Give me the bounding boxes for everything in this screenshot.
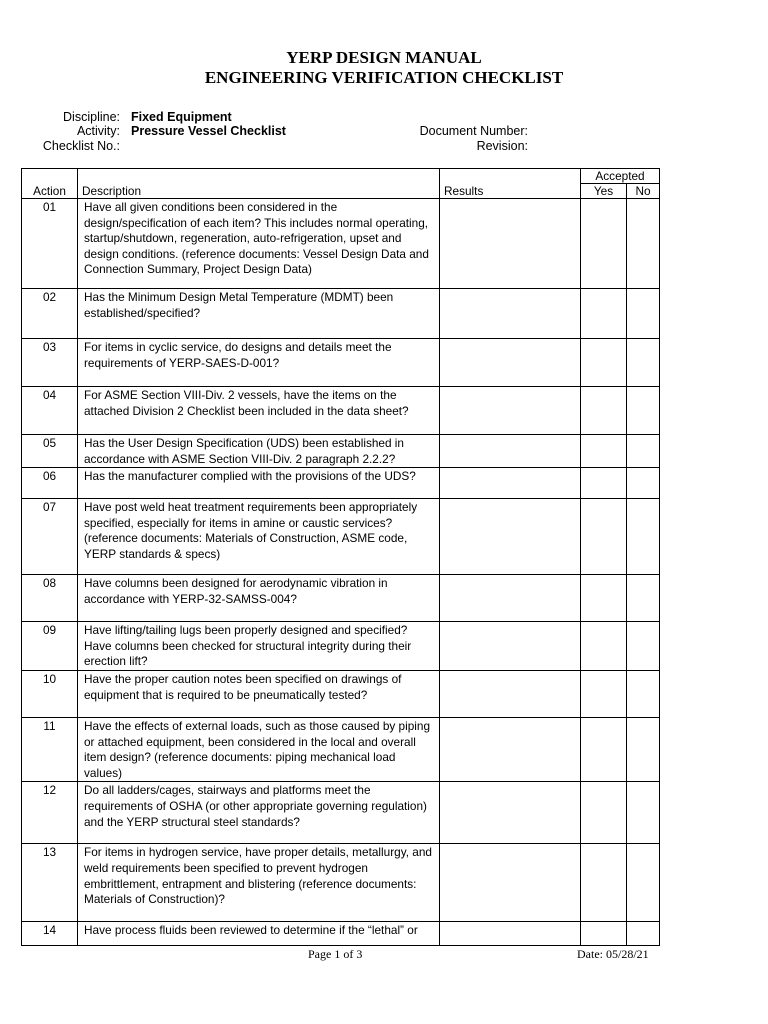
action-number: 01: [22, 199, 78, 289]
action-number: 08: [22, 575, 78, 622]
accepted-yes-cell[interactable]: [581, 499, 627, 575]
results-cell[interactable]: [440, 199, 581, 289]
item-description: Have process fluids been reviewed to determine if the “lethal” or: [78, 922, 440, 946]
header-blank-results: [440, 169, 581, 184]
item-description: Have the effects of external loads, such as those caused by piping or attached equipment, been considered in the local and overall item design? (reference documents: piping mechanical load values): [78, 717, 440, 781]
document-subtitle: ENGINEERING VERIFICATION CHECKLIST: [204, 68, 564, 87]
activity-label: Activity:: [76, 124, 120, 138]
results-cell[interactable]: [440, 782, 581, 844]
accepted-header: Accepted: [581, 169, 660, 184]
results-column-header: Results: [440, 184, 581, 199]
checklist-row: [22, 468, 660, 499]
accepted-no-cell[interactable]: [627, 622, 660, 671]
action-number: 11: [22, 717, 78, 781]
action-number: 03: [22, 339, 78, 387]
checklist-row: [22, 435, 660, 468]
item-description: Has the User Design Specification (UDS) been established in accordance with ASME Section VIII-Div. 2 paragraph 2.2.2?: [78, 435, 440, 468]
item-description: Have lifting/tailing lugs been properly designed and specified? Have columns been checked for structural integrity during their erection lift?: [78, 622, 440, 671]
results-cell[interactable]: [440, 844, 581, 922]
results-cell[interactable]: [440, 717, 581, 781]
accepted-no-cell[interactable]: [627, 289, 660, 339]
accepted-no-cell[interactable]: [627, 499, 660, 575]
checklist-row: [22, 289, 660, 339]
accepted-no-cell[interactable]: [627, 387, 660, 435]
action-column-header: Action: [22, 184, 78, 199]
results-cell[interactable]: [440, 289, 581, 339]
no-column-header: No: [627, 184, 660, 199]
accepted-yes-cell[interactable]: [581, 717, 627, 781]
activity-value: Pressure Vessel Checklist: [131, 124, 286, 138]
item-description: For items in cyclic service, do designs and details meet the requirements of YERP-SAES-D-001?: [78, 339, 440, 387]
accepted-yes-cell[interactable]: [581, 782, 627, 844]
checklist-row: [22, 782, 660, 844]
accepted-yes-cell[interactable]: [581, 387, 627, 435]
action-number: 13: [22, 844, 78, 922]
accepted-no-cell[interactable]: [627, 435, 660, 468]
checklist-row: [22, 499, 660, 575]
accepted-yes-cell[interactable]: [581, 435, 627, 468]
action-number: 12: [22, 782, 78, 844]
accepted-yes-cell[interactable]: [581, 339, 627, 387]
action-number: 06: [22, 468, 78, 499]
item-description: Have columns been designed for aerodynamic vibration in accordance with YERP-32-SAMSS-004?: [78, 575, 440, 622]
checklist-table: [21, 168, 660, 946]
action-number: 05: [22, 435, 78, 468]
results-cell[interactable]: [440, 339, 581, 387]
accepted-no-cell[interactable]: [627, 717, 660, 781]
results-cell[interactable]: [440, 622, 581, 671]
revision-label: Revision:: [476, 139, 528, 153]
accepted-yes-cell[interactable]: [581, 289, 627, 339]
checklist-row: [22, 575, 660, 622]
checklist-row: [22, 339, 660, 387]
accepted-no-cell[interactable]: [627, 844, 660, 922]
item-description: For ASME Section VIII-Div. 2 vessels, have the items on the attached Division 2 Checklist been included in the data sheet?: [78, 387, 440, 435]
action-number: 04: [22, 387, 78, 435]
results-cell[interactable]: [440, 387, 581, 435]
accepted-yes-cell[interactable]: [581, 670, 627, 717]
checklist-row: [22, 717, 660, 781]
accepted-no-cell[interactable]: [627, 670, 660, 717]
accepted-no-cell[interactable]: [627, 575, 660, 622]
results-cell[interactable]: [440, 670, 581, 717]
header-blank-action: [22, 169, 78, 184]
action-number: 02: [22, 289, 78, 339]
discipline-value: Fixed Equipment: [131, 110, 232, 124]
accepted-yes-cell[interactable]: [581, 199, 627, 289]
accepted-yes-cell[interactable]: [581, 922, 627, 946]
item-description: For items in hydrogen service, have proper details, metallurgy, and weld requirements been specified to prevent hydrogen embrittlement, entrapment and blistering (reference documents: Materials of Construction)?: [78, 844, 440, 922]
document-title: YERP DESIGN MANUAL: [286, 48, 482, 67]
accepted-yes-cell[interactable]: [581, 622, 627, 671]
accepted-no-cell[interactable]: [627, 468, 660, 499]
results-cell[interactable]: [440, 435, 581, 468]
yes-column-header: Yes: [581, 184, 627, 199]
action-number: 10: [22, 670, 78, 717]
description-column-header: Description: [78, 184, 440, 199]
accepted-no-cell[interactable]: [627, 922, 660, 946]
item-description: Has the Minimum Design Metal Temperature (MDMT) been established/specified?: [78, 289, 440, 339]
item-description: Has the manufacturer complied with the provisions of the UDS?: [78, 468, 440, 499]
checklist-row: [22, 844, 660, 922]
accepted-no-cell[interactable]: [627, 199, 660, 289]
action-number: 07: [22, 499, 78, 575]
discipline-label: Discipline:: [63, 110, 120, 124]
results-cell[interactable]: [440, 922, 581, 946]
accepted-yes-cell[interactable]: [581, 575, 627, 622]
accepted-yes-cell[interactable]: [581, 844, 627, 922]
header-blank-description: [78, 169, 440, 184]
checklist-row: [22, 199, 660, 289]
item-description: Do all ladders/cages, stairways and platforms meet the requirements of OSHA (or other appropriate governing regulation) and the YERP structural steel standards?: [78, 782, 440, 844]
accepted-no-cell[interactable]: [627, 339, 660, 387]
document-number-label: Document Number:: [419, 124, 528, 138]
item-description: Have the proper caution notes been specified on drawings of equipment that is required to be pneumatically tested?: [78, 670, 440, 717]
item-description: Have post weld heat treatment requirements been appropriately specified, especially for items in amine or caustic services? (reference documents: Materials of Construction, ASME code, YERP standards & specs): [78, 499, 440, 575]
action-number: 09: [22, 622, 78, 671]
accepted-yes-cell[interactable]: [581, 468, 627, 499]
checklist-row: [22, 922, 660, 946]
results-cell[interactable]: [440, 468, 581, 499]
results-cell[interactable]: [440, 499, 581, 575]
results-cell[interactable]: [440, 575, 581, 622]
item-description: Have all given conditions been considered in the design/specification of each item? This includes normal operating, startup/shutdown, regeneration, auto-refrigeration, upset and design conditions. (reference documents: Vessel Design Data and Connection Summary, Project Design Data): [78, 199, 440, 289]
checklist-number-label: Checklist No.:: [42, 139, 120, 153]
checklist-row: [22, 670, 660, 717]
checklist-row: [22, 622, 660, 671]
action-number: 14: [22, 922, 78, 946]
page-number: Page 1 of 3: [308, 947, 363, 961]
checklist-row: [22, 387, 660, 435]
document-date: Date: 05/28/21: [577, 947, 649, 961]
accepted-no-cell[interactable]: [627, 782, 660, 844]
